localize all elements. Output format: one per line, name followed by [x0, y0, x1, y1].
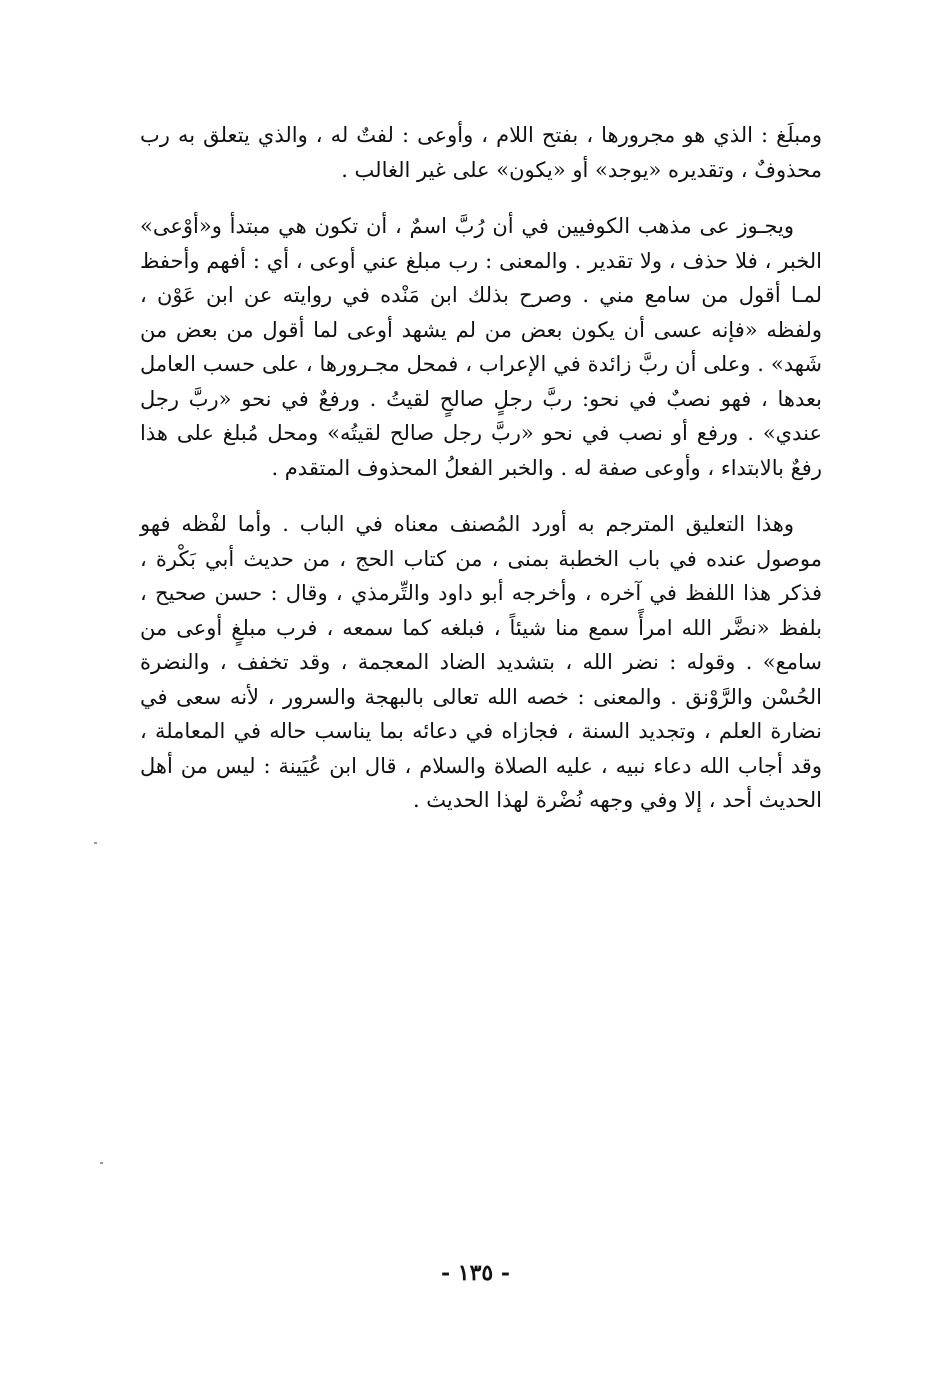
scan-speck: [94, 842, 97, 844]
paragraph-3: وهذا التعليق المترجم به أورد المُصنف معناه في الباب . وأما لفْظه فهو موصول عنده في باب الخطبة بمنى ، من كتاب الحج ، من حديث أبي بَكْرة ، فذكر هذا اللفظ في آخره ، وأخرجه أبو داود والتِّرمذي ، وقال : حسن صحيح ، بلفظ «نضَّر الله امرأً سمع منا شيئاً ، فبلغه كما سمعه ، فرب مبلغٍ أوعى من سامع» . وقوله : نضر الله ، بتشديد الضاد المعجمة ، وقد تخفف ، والنضرة الحُسْن والرَّوْنق . والمعنى : خصه الله تعالى بالبهجة والسرور ، لأنه سعى في نضارة العلم ، وتجديد السنة ، فجازاه في دعائه بما يناسب حاله في المعاملة ، وقد أجاب الله دعاء نبيه ، عليه الصلاة والسلام ، قال ابن عُيَينة : ليس من أهل الحديث أحد ، إلا وفي وجهه نُضْرة لهذا الحديث .: [140, 512, 822, 812]
scan-speck: [100, 1162, 103, 1164]
paragraph-2: ويجـوز عى مذهب الكوفيين في أن رُبَّ اسمٌ ، أن تكون هي مبتدأ و«أوْعى» الخبر ، فلا حذف ، ولا تقدير . والمعنى : رب مبلغ عني أوعى ، أي : أفهم وأحفظ لمـا أقول من سامع مني . وصرح بذلك ابن مَنْده في روايته عن ابن عَوْن ، ولفظه «فإنه عسى أن يكون بعض من لم يشهد أوعى لما أقول من بعض من شَهد» . وعلى أن ربَّ زائدة في الإعراب ، فمحل مجـرورها ، على حسب العامل بعدها ، فهو نصبٌ في نحو: ربَّ رجلٍ صالحٍ لقيتُ . ورفعٌ في نحو «ربَّ رجل عندي» . ورفع أو نصب في نحو «ربَّ رجل صالح لقيتُه» ومحل مُبلغ على هذا رفعٌ بالابتداء ، وأوعى صفة له . والخبر الفعلُ المحذوف المتقدم .: [140, 214, 823, 480]
page-number: - ١٣٥ -: [440, 1260, 511, 1286]
page-body: [140, 118, 822, 840]
paragraph-1: ومبلَغ : الذي هو مجرورها ، بفتح اللام ، وأوعى : لفتٌ له ، والذي يتعلق به رب محذوفٌ ، وتقديره «يوجد» أو «يكون» على غير الغالب .: [140, 123, 822, 182]
